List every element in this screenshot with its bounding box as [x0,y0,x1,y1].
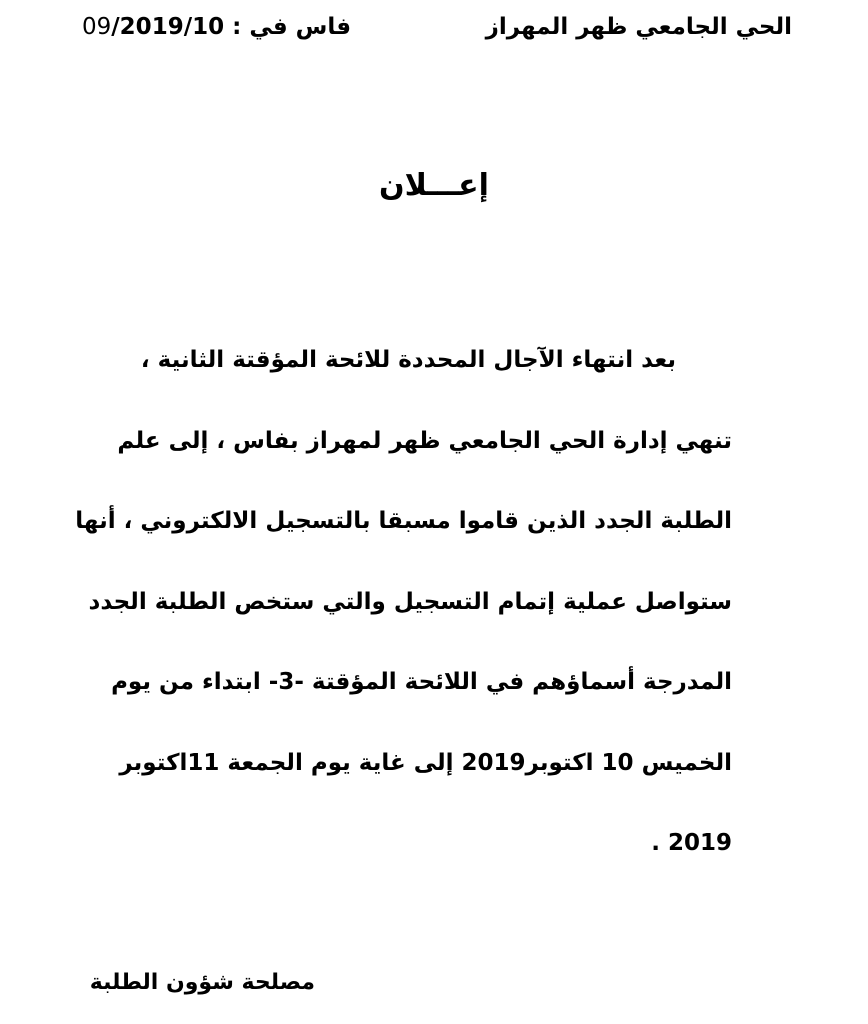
document-header [0,14,868,48]
body-line: 2019 . [651,830,732,856]
body-line: تنهي إدارة الحي الجامعي ظهر لمهراز بفاس ، إلى علم [117,427,732,454]
date-value [82,14,224,40]
date-day: 09 [82,14,112,40]
signature: مصلحة شؤون الطلبة [89,970,315,995]
header-date [82,14,351,40]
date-month-year: /2019/10 [111,14,225,40]
body-line: الخميس 10 اكتوبر2019 إلى غاية يوم الجمعة 11اكتوبر [119,749,732,776]
announcement-body [62,320,732,884]
announcement-title: إعـــلان [379,168,489,203]
body-line: ستواصل عملية إتمام التسجيل والتي ستخص الطلبة الجدد [88,588,732,615]
date-label: فاس في : [232,14,352,40]
header-place: الحي الجامعي ظهر المهراز [485,14,792,40]
body-line: بعد انتهاء الآجال المحددة للائحة المؤقتة الثانية ، [140,347,676,373]
body-line: الطلبة الجدد الذين قاموا مسبقا بالتسجيل الالكتروني ، أنها [75,508,732,534]
body-line: المدرجة أسماؤهم في اللائحة المؤقتة -3- ابتداء من يوم [111,669,732,695]
